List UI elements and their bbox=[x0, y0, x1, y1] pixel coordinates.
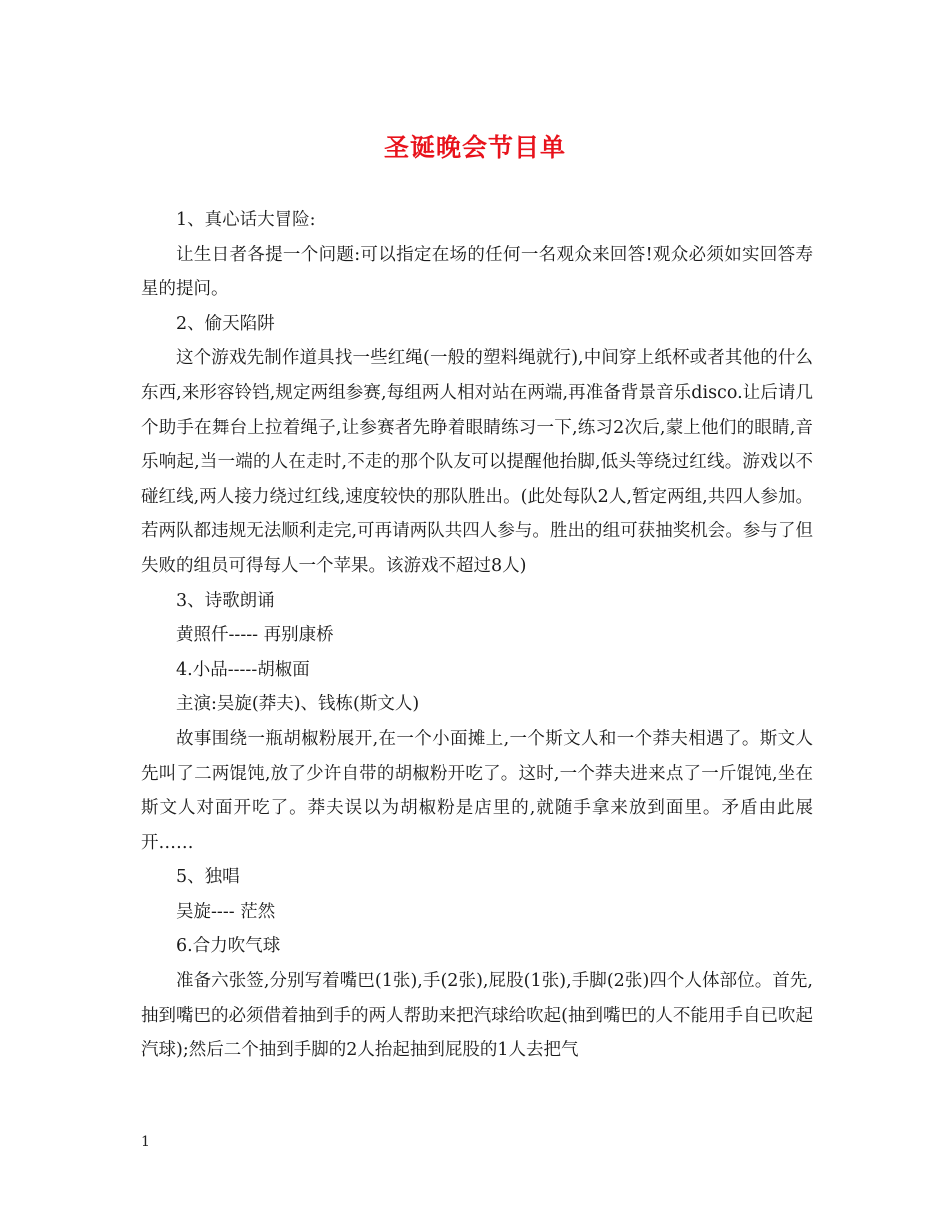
paragraph-item-5-heading: 5、独唱 bbox=[176, 867, 240, 888]
paragraph-item-6-heading: 6.合力吹气球 bbox=[176, 936, 281, 957]
paragraph-item-1-body: 让生日者各提一个问题:可以指定在场的任何一名观众来回答!观众必须如实回答寿星的提问。 bbox=[141, 244, 813, 300]
paragraph-item-5-performer: 吴旋---- 茫然 bbox=[176, 901, 276, 922]
paragraph-item-4-body: 故事围绕一瓶胡椒粉展开,在一个小面摊上,一个斯文人和一个莽夫相遇了。斯文人先叫了二两馄饨,放了少许自带的胡椒粉开吃了。这时,一个莽夫进来点了一斤馄饨,坐在斯文人对面开吃了。莽夫误以为胡椒粉是店里的,就随手拿来放到面里。矛盾由此展开…… bbox=[141, 728, 813, 853]
paragraph-item-2-heading: 2、偷天陷阱 bbox=[176, 313, 275, 334]
paragraph-item-4-cast: 主演:吴旋(莽夫)、钱栋(斯文人) bbox=[176, 694, 420, 715]
document-body bbox=[141, 203, 813, 1068]
paragraph-item-2-body: 这个游戏先制作道具找一些红绳(一般的塑料绳就行),中间穿上纸杯或者其他的什么东西,来形容铃铛,规定两组参赛,每组两人相对站在两端,再准备背景音乐disco.让后请几个助手在舞台上拉着绳子,让参赛者先睁着眼睛练习一下,练习2次后,蒙上他们的眼睛,音乐响起,当一端的人在走时,不走的那个队友可以提醒他抬脚,低头等绕过红线。游戏以不碰红线,两人接力绕过红线,速度较快的那队胜出。(此处每队2人,暂定两组,共四人参加。若两队都违规无法顺利走完,可再请两队共四人参与。胜出的组可获抽奖机会。参与了但失败的组员可得每人一个苹果。该游戏不超过8人) bbox=[141, 348, 813, 576]
page-number: 1 bbox=[141, 1134, 150, 1150]
paragraph-item-6-body: 准备六张签,分别写着嘴巴(1张),手(2张),屁股(1张),手脚(2张)四个人体部位。首先,抽到嘴巴的必须借着抽到手的两人帮助来把汽球给吹起(抽到嘴巴的人不能用手自已吹起汽球);然后二个抽到手脚的2人抬起抽到屁股的1人去把气 bbox=[141, 971, 813, 1061]
document-title: 圣诞晚会节目单 bbox=[383, 133, 566, 162]
paragraph-item-3-performer: 黄照仟----- 再别康桥 bbox=[176, 625, 334, 646]
paragraph-item-3-heading: 3、诗歌朗诵 bbox=[176, 590, 275, 611]
paragraph-item-1-heading: 1、真心话大冒险: bbox=[176, 210, 316, 230]
paragraph-item-4-heading: 4.小品-----胡椒面 bbox=[176, 659, 310, 680]
